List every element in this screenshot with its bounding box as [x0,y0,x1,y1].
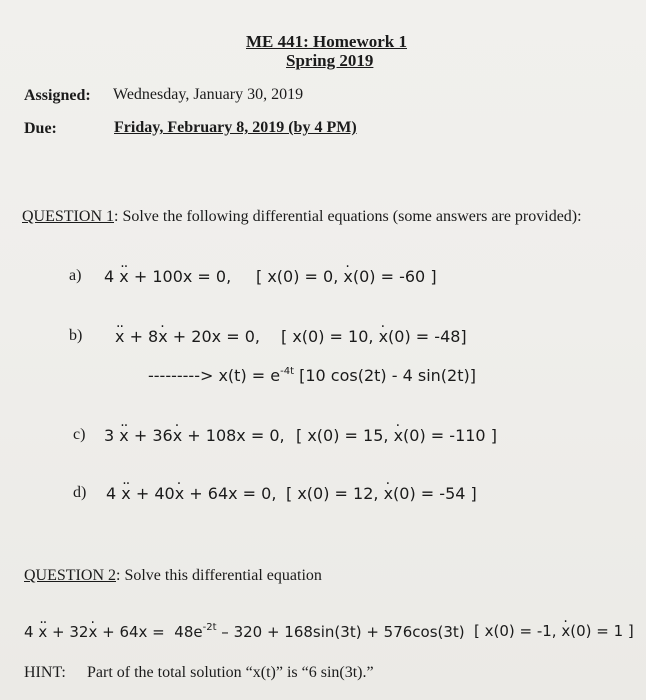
hint-label: HINT: [24,664,66,681]
question-1-heading: QUESTION 1 [22,208,114,225]
rhs-exponent: -2t [202,622,217,633]
x-dot: . x [343,267,352,286]
equation-rest: + 64x = 0, [189,484,277,503]
answer-exponent: -4t [280,366,295,377]
ic-xdot: (0) = -60 ] [352,267,437,286]
x-double-dot: .. x [119,426,128,445]
x-double-dot: .. x [115,327,124,346]
part-d-label: d) [73,484,87,501]
x-dot: . x [384,484,393,503]
equation-mid: + 32 [52,623,89,641]
x-dot: . x [158,327,167,346]
x-dot: . x [173,426,182,445]
part-c-initial-conditions [296,426,497,445]
x-dot: . x [561,622,570,640]
part-a-label: a) [69,267,82,284]
ic-xdot: (0) = -48] [388,327,467,346]
answer-pre: x(t) = e [218,366,281,385]
coef: 4 [104,267,115,286]
equation-mid: + 8 [129,327,159,346]
assigned-label: Assigned: [24,87,91,104]
question-2-equation [24,622,465,641]
ic-xdot: (0) = 1 ] [570,622,634,640]
ic-x: [ x(0) = -1, [474,622,562,640]
equation-mid: + 36 [133,426,173,445]
part-c-equation [104,426,285,445]
part-b-equation [115,327,260,346]
question-2-line [24,567,322,585]
part-b-label: b) [69,327,83,344]
ic-xdot: (0) = -54 ] [393,484,477,503]
term: Spring 2019 [286,51,374,70]
part-c-label: c) [73,426,86,443]
equation-lhs-rest: + 64x = [102,623,165,641]
answer-post: [10 cos(2t) - 4 sin(2t)] [294,366,476,385]
x-dot: . x [394,426,403,445]
x-double-dot: .. x [121,484,130,503]
x-dot: . x [88,623,97,641]
equation-rest: + 20x = 0, [172,327,260,346]
part-b-initial-conditions [281,327,467,346]
x-double-dot: .. x [119,267,128,286]
rhs-post: – 320 + 168sin(3t) + 576cos(3t) [216,623,465,641]
equation-mid: + 40 [135,484,175,503]
part-b-answer [148,366,476,385]
ic-x: [ x(0) = 0, [256,267,344,286]
equation-rest: + 100x = 0, [133,267,232,286]
x-dot: . x [175,484,184,503]
question-2-prompt: : Solve this differential equation [116,567,322,584]
assigned-date: Wednesday, January 30, 2019 [113,86,304,103]
due-label: Due: [24,120,57,137]
part-d-equation [106,484,276,503]
coef: 4 [106,484,117,503]
course-title: ME 441: Homework 1 [246,32,408,51]
hint-text: Part of the total solution “x(t)” is “6 sin(3t).” [87,664,374,681]
answer-arrow: ---------> [148,366,219,385]
part-a-initial-conditions [256,267,437,286]
question-2-heading: QUESTION 2 [24,567,116,584]
rhs-pre: 48e [174,623,203,641]
ic-xdot: (0) = -110 ] [403,426,497,445]
x-dot: . x [379,327,388,346]
due-date: Friday, February 8, 2019 (by 4 PM) [114,119,357,136]
part-a-equation [104,267,231,286]
question-1-line [22,208,582,226]
question-1-prompt: : Solve the following differential equations (some answers are provided): [114,208,582,225]
question-2-initial-conditions [474,622,634,640]
ic-x: [ x(0) = 12, [286,484,384,503]
coef: 3 [104,426,115,445]
x-double-dot: .. x [38,623,47,641]
ic-x: [ x(0) = 10, [281,327,379,346]
ic-x: [ x(0) = 15, [296,426,394,445]
coef: 4 [24,623,34,641]
equation-rest: + 108x = 0, [187,426,285,445]
part-d-initial-conditions [286,484,477,503]
